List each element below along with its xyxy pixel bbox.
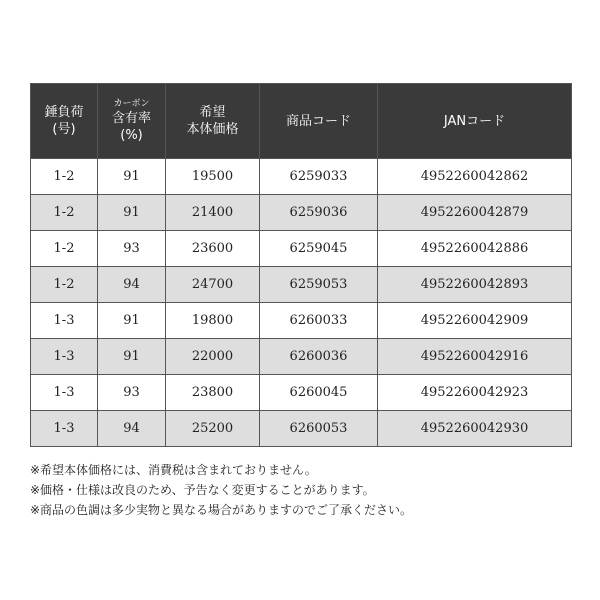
cell-price: 24700 xyxy=(166,267,260,303)
header-carbon xyxy=(98,84,166,159)
cell-weight: 1-2 xyxy=(31,267,98,303)
note-tax: ※希望本体価格には、消費税は含まれておりません。 xyxy=(30,463,317,477)
header-weight-line1: 錘負荷 xyxy=(44,105,84,120)
cell-price: 19800 xyxy=(166,303,260,339)
cell-jan-code: 4952260042886 xyxy=(378,231,572,267)
table-row xyxy=(31,339,572,375)
note-color: ※商品の色調は多少実物と異なる場合がありますのでご了承ください。 xyxy=(30,503,413,517)
table-header xyxy=(31,84,572,159)
note-price-change: ※価格・仕様は改良のため、予告なく変更することがあります。 xyxy=(30,483,375,497)
header-weight-line2: (号) xyxy=(52,122,76,137)
spec-table xyxy=(30,83,572,447)
cell-jan-code: 4952260042862 xyxy=(378,159,572,195)
cell-price: 23800 xyxy=(166,375,260,411)
table-row xyxy=(31,231,572,267)
cell-carbon: 94 xyxy=(98,267,166,303)
table-body xyxy=(31,159,572,447)
cell-carbon: 94 xyxy=(98,411,166,447)
header-carbon-line1: 含有率 xyxy=(111,111,151,126)
cell-price: 19500 xyxy=(166,159,260,195)
cell-price: 22000 xyxy=(166,339,260,375)
cell-carbon: 93 xyxy=(98,231,166,267)
header-product-code: 商品コード xyxy=(260,84,378,159)
cell-carbon: 93 xyxy=(98,375,166,411)
cell-carbon: 91 xyxy=(98,159,166,195)
cell-jan-code: 4952260042893 xyxy=(378,267,572,303)
header-row xyxy=(31,84,572,159)
table-row xyxy=(31,303,572,339)
header-price xyxy=(166,84,260,159)
cell-price: 21400 xyxy=(166,195,260,231)
cell-product-code: 6260045 xyxy=(260,375,378,411)
cell-jan-code: 4952260042923 xyxy=(378,375,572,411)
cell-carbon: 91 xyxy=(98,303,166,339)
cell-carbon: 91 xyxy=(98,339,166,375)
cell-jan-code: 4952260042879 xyxy=(378,195,572,231)
cell-price: 23600 xyxy=(166,231,260,267)
cell-product-code: 6260053 xyxy=(260,411,378,447)
header-price-line2: 本体価格 xyxy=(186,122,239,137)
cell-jan-code: 4952260042916 xyxy=(378,339,572,375)
cell-jan-code: 4952260042930 xyxy=(378,411,572,447)
cell-weight: 1-2 xyxy=(31,231,98,267)
header-carbon-line2: (%) xyxy=(120,128,143,143)
table-row xyxy=(31,375,572,411)
cell-weight: 1-3 xyxy=(31,303,98,339)
cell-weight: 1-3 xyxy=(31,411,98,447)
header-carbon-line0: カーボン xyxy=(113,99,150,109)
table-row xyxy=(31,411,572,447)
notes xyxy=(30,460,575,520)
cell-weight: 1-2 xyxy=(31,159,98,195)
header-weight xyxy=(31,84,98,159)
table-row xyxy=(31,195,572,231)
cell-product-code: 6259045 xyxy=(260,231,378,267)
cell-weight: 1-3 xyxy=(31,339,98,375)
header-jan-code: JANコード xyxy=(378,84,572,159)
cell-jan-code: 4952260042909 xyxy=(378,303,572,339)
header-price-line1: 希望 xyxy=(199,105,226,120)
cell-product-code: 6260033 xyxy=(260,303,378,339)
cell-carbon: 91 xyxy=(98,195,166,231)
cell-weight: 1-3 xyxy=(31,375,98,411)
cell-product-code: 6260036 xyxy=(260,339,378,375)
table-row xyxy=(31,159,572,195)
cell-price: 25200 xyxy=(166,411,260,447)
table-row xyxy=(31,267,572,303)
cell-product-code: 6259033 xyxy=(260,159,378,195)
cell-product-code: 6259053 xyxy=(260,267,378,303)
cell-weight: 1-2 xyxy=(31,195,98,231)
cell-product-code: 6259036 xyxy=(260,195,378,231)
